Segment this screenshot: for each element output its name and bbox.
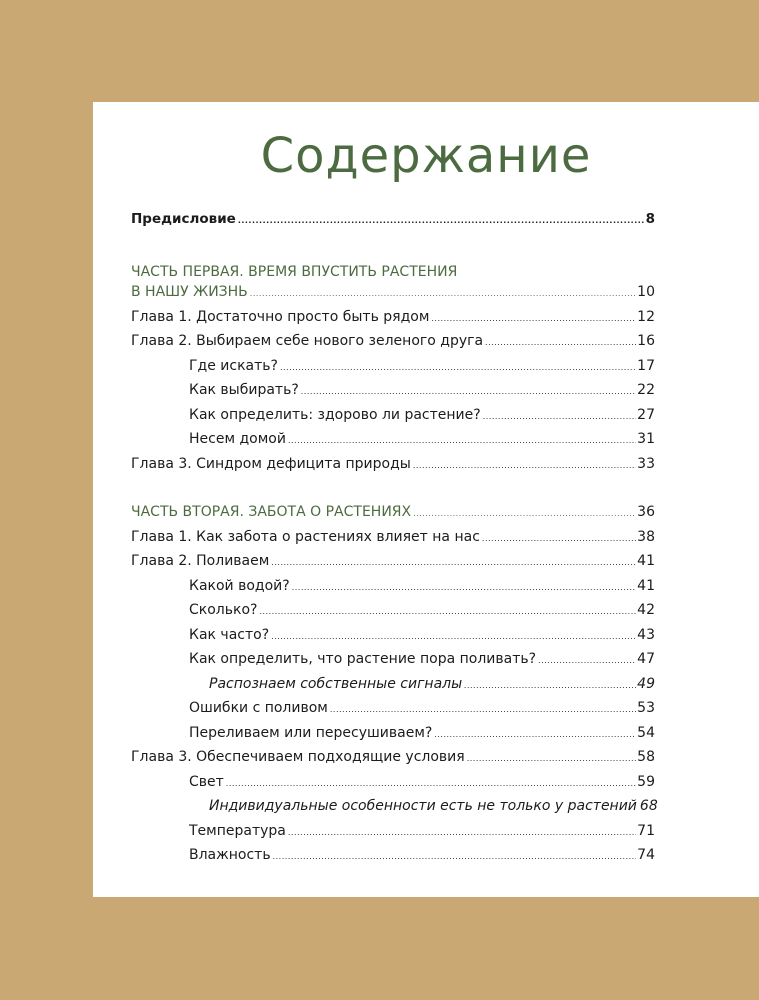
toc-entry-section xyxy=(131,847,655,872)
toc-part-one-heading xyxy=(131,284,655,309)
toc-entry-label: Как выбирать? xyxy=(189,382,299,398)
toc-page-number: 8 xyxy=(645,211,655,227)
toc-part-one-heading-line1: ЧАСТЬ ПЕРВАЯ. ВРЕМЯ ВПУСТИТЬ РАСТЕНИЯ xyxy=(131,263,458,280)
toc-entry-section xyxy=(131,700,655,725)
leader-dots xyxy=(434,725,636,741)
toc-page-number: 53 xyxy=(637,700,655,716)
section-gap xyxy=(131,480,655,504)
toc-entry-label: ЧАСТЬ ВТОРАЯ. ЗАБОТА О РАСТЕНИЯХ xyxy=(131,504,412,520)
leader-dots xyxy=(485,333,636,349)
toc-page-number: 41 xyxy=(637,553,655,569)
leader-dots xyxy=(238,211,645,227)
leader-dots xyxy=(292,578,636,594)
leader-dots xyxy=(464,676,636,692)
toc-entry-label: Несем домой xyxy=(189,431,286,447)
toc-entry-label: Температура xyxy=(189,822,286,839)
leader-dots xyxy=(288,431,636,447)
leader-dots xyxy=(288,823,636,839)
toc-entry-label: Распознаем собственные сигналы xyxy=(209,675,463,692)
toc-entry-section xyxy=(131,578,655,603)
leader-dots xyxy=(280,358,636,374)
toc-page-number: 59 xyxy=(637,773,655,790)
leader-dots xyxy=(483,407,636,423)
toc-entry-chapter xyxy=(131,529,655,554)
toc-page-number: 42 xyxy=(637,602,655,618)
toc-entry-label: Как определить, что растение пора поливать? xyxy=(189,651,537,667)
toc-page-number: 22 xyxy=(637,382,655,398)
toc-entry-section xyxy=(131,431,655,456)
table-of-contents xyxy=(131,211,658,872)
toc-page-number: 10 xyxy=(637,284,655,300)
toc-page-number: 47 xyxy=(637,651,655,667)
leader-dots xyxy=(259,602,636,618)
toc-part-two-heading xyxy=(131,504,655,529)
toc-entry-label: Ошибки с поливом xyxy=(189,700,328,716)
toc-entry-label: Глава 3. Синдром дефицита природы xyxy=(131,455,411,472)
toc-entry-label: Индивидуальные особенности есть не только у растений xyxy=(209,798,637,814)
book-page xyxy=(93,102,759,897)
leader-dots xyxy=(482,529,636,545)
toc-page-number: 27 xyxy=(637,406,655,423)
toc-entry-section xyxy=(131,774,655,799)
toc-entry-label: Как часто? xyxy=(189,626,270,643)
toc-entry-section xyxy=(131,407,655,432)
toc-page-number: 41 xyxy=(637,577,655,594)
toc-page-number: 12 xyxy=(637,308,655,325)
toc-entry-label: Глава 2. Выбираем себе нового зеленого друга xyxy=(131,333,484,349)
toc-entry-label: Свет xyxy=(189,773,224,790)
toc-entry-section xyxy=(131,382,655,407)
toc-entry-label: Сколько? xyxy=(189,602,258,618)
page-title: Содержание xyxy=(260,128,592,184)
leader-dots xyxy=(271,627,636,643)
toc-entry-chapter xyxy=(131,333,655,358)
toc-entry-label: Переливаем или пересушиваем? xyxy=(189,724,433,741)
toc-entry-preface xyxy=(131,211,655,236)
toc-page-number: 74 xyxy=(637,847,655,863)
toc-page-number: 31 xyxy=(637,431,655,447)
toc-entry-label: Влажность xyxy=(189,847,271,863)
toc-entry-label: Как определить: здорово ли растение? xyxy=(189,406,481,423)
toc-page-number: 68 xyxy=(639,798,658,814)
toc-entry-label: Предисловие xyxy=(131,211,236,227)
toc-entry-chapter xyxy=(131,749,655,774)
toc-entry-section xyxy=(131,358,655,383)
leader-dots xyxy=(431,309,636,325)
toc-page-number: 54 xyxy=(637,724,655,741)
leader-dots xyxy=(330,700,636,716)
toc-page-number: 33 xyxy=(637,455,655,472)
toc-page-number: 49 xyxy=(637,675,655,692)
leader-dots xyxy=(226,774,636,790)
toc-entry-section xyxy=(131,823,655,848)
toc-entry-section xyxy=(131,725,655,750)
toc-entry-label: В НАШУ ЖИЗНЬ xyxy=(131,284,248,300)
toc-entry-label: Глава 3. Обеспечиваем подходящие условия xyxy=(131,749,465,765)
toc-entry-label: Где искать? xyxy=(189,357,278,374)
toc-entry-chapter xyxy=(131,553,655,578)
leader-dots xyxy=(271,553,636,569)
leader-dots xyxy=(467,749,636,765)
toc-entry-label: Какой водой? xyxy=(189,577,290,594)
toc-entry-label: Глава 1. Как забота о растениях влияет на нас xyxy=(131,528,480,545)
leader-dots xyxy=(250,284,636,300)
toc-entry-chapter xyxy=(131,309,655,334)
toc-page-number: 58 xyxy=(637,749,655,765)
leader-dots xyxy=(301,382,636,398)
toc-entry-label: Глава 2. Поливаем xyxy=(131,553,270,569)
leader-dots xyxy=(273,847,637,863)
leader-dots xyxy=(538,651,636,667)
toc-entry-section xyxy=(131,602,655,627)
toc-page-number: 17 xyxy=(637,357,655,374)
toc-entry-section xyxy=(131,627,655,652)
toc-page-number: 16 xyxy=(637,333,655,349)
toc-entry-subsection xyxy=(131,798,658,823)
toc-page-number: 38 xyxy=(637,528,655,545)
toc-entry-chapter xyxy=(131,456,655,481)
toc-page-number: 43 xyxy=(637,626,655,643)
leader-dots xyxy=(413,456,636,472)
leader-dots xyxy=(413,504,636,520)
toc-page-number: 36 xyxy=(637,504,655,520)
toc-entry-label: Глава 1. Достаточно просто быть рядом xyxy=(131,308,430,325)
toc-entry-subsection xyxy=(131,676,655,701)
section-gap xyxy=(131,236,655,260)
toc-page-number: 71 xyxy=(637,822,655,839)
toc-entry-section xyxy=(131,651,655,676)
